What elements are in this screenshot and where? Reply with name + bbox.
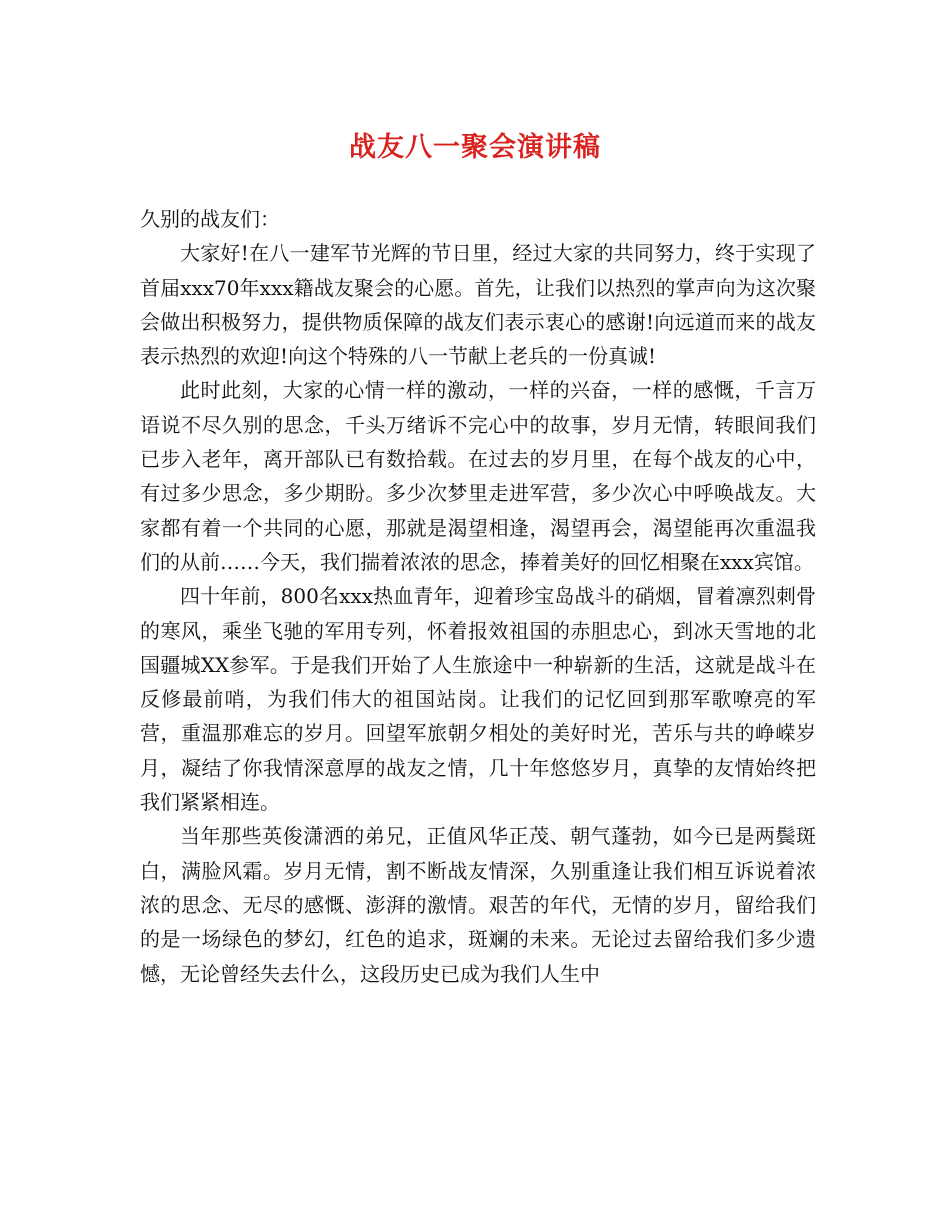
paragraph-1: 大家好!在八一建军节光辉的节日里，经过大家的共同努力，终于实现了首届xxx70年xxx籍战友聚会的心愿。首先，让我们以热烈的掌声向为这次聚会做出积极努力，提供物质保障的战友们表示衷心的感谢!向远道而来的战友表示热烈的欢迎!向这个特殊的八一节献上老兵的一份真诚!	[140, 241, 816, 369]
paragraph-4: 当年那些英俊潇洒的弟兄，正值风华正茂、朝气蓬勃，如今已是两鬓斑白，满脸风霜。岁月无情，割不断战友情深，久别重逢让我们相互诉说着浓浓的思念、无尽的感慨、澎湃的激情。艰苦的年代，无情的岁月，留给我们的是一场绿色的梦幻，红色的追求，斑斓的未来。无论过去留给我们多少遗憾，无论曾经失去什么，这段历史已成为我们人生中	[140, 824, 816, 986]
document-title: 战友八一聚会演讲稿	[349, 132, 601, 163]
paragraph-2: 此时此刻，大家的心情一样的激动，一样的兴奋，一样的感慨，千言万语说不尽久别的思念，千头万绪诉不完心中的故事，岁月无情，转眼间我们已步入老年，离开部队已有数拾载。在过去的岁月里，在每个战友的心中，有过多少思念，多少期盼。多少次梦里走进军营，多少次心中呼唤战友。大家都有着一个共同的心愿，那就是渴望相逢，渴望再会，渴望能再次重温我们的从前……今天，我们揣着浓浓的思念，捧着美好的回忆相聚在xxx宾馆。	[140, 378, 816, 574]
salutation: 久别的战友们：	[140, 207, 280, 231]
document-body	[140, 202, 816, 991]
paragraph-3: 四十年前，800名xxx热血青年，迎着珍宝岛战斗的硝烟，冒着凛烈刺骨的寒风，乘坐飞驰的军用专列，怀着报效祖国的赤胆忠心，到冰天雪地的北国疆城XX参军。于是我们开始了人生旅途中一种崭新的生活，这就是战斗在反修最前哨，为我们伟大的祖国站岗。让我们的记忆回到那军歌嘹亮的军营，重温那难忘的岁月。回望军旅朝夕相处的美好时光，苦乐与共的峥嵘岁月，凝结了你我情深意厚的战友之情，几十年悠悠岁月，真挚的友情始终把我们紧紧相连。	[140, 584, 816, 815]
